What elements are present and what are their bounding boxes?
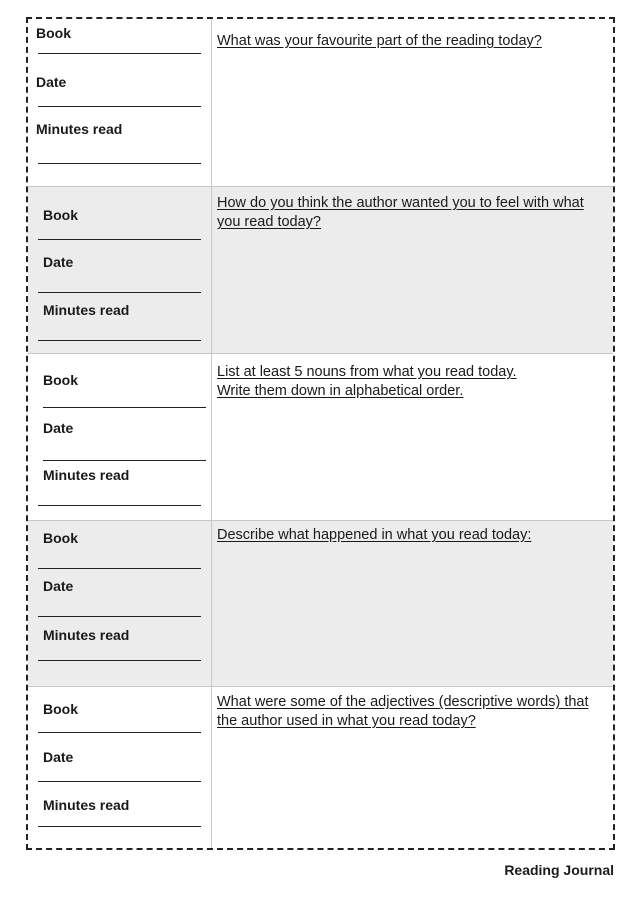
minutes-read-field[interactable]: [38, 660, 201, 661]
date-field[interactable]: [38, 106, 201, 107]
date-label: Date: [36, 74, 67, 90]
book-label: Book: [43, 701, 78, 717]
date-label: Date: [43, 749, 74, 765]
journal-prompt: What was your favourite part of the reading today?: [217, 33, 542, 49]
journal-entry: [28, 687, 613, 848]
response-area[interactable]: [212, 737, 613, 848]
date-label: Date: [43, 254, 74, 270]
minutes-read-label: Minutes read: [43, 627, 130, 643]
book-label: Book: [43, 207, 78, 223]
minutes-read-label: Minutes read: [43, 467, 130, 483]
minutes-read-field[interactable]: [38, 340, 201, 341]
minutes-read-label: Minutes read: [43, 302, 130, 318]
response-area[interactable]: [212, 553, 613, 686]
journal-entry: [28, 19, 613, 187]
journal-prompt: Describe what happened in what you read today:: [217, 527, 532, 543]
journal-prompt: What were some of the adjectives (descriptive words) that the author used in what you read today?: [217, 694, 589, 729]
book-label: Book: [43, 372, 78, 388]
minutes-read-field[interactable]: [38, 505, 201, 506]
response-area[interactable]: [212, 237, 613, 353]
date-field[interactable]: [38, 292, 201, 293]
book-field[interactable]: [38, 239, 201, 240]
journal-title: Reading Journal: [504, 862, 614, 878]
journal-entry: [28, 187, 613, 354]
book-field[interactable]: [38, 568, 201, 569]
book-label: Book: [36, 25, 71, 41]
minutes-read-label: Minutes read: [43, 797, 130, 813]
book-field[interactable]: [38, 732, 201, 733]
date-label: Date: [43, 578, 74, 594]
journal-entry: [28, 354, 613, 521]
date-field[interactable]: [38, 781, 201, 782]
journal-entry: [28, 521, 613, 687]
response-area[interactable]: [212, 406, 613, 520]
minutes-read-field[interactable]: [38, 826, 201, 827]
date-field[interactable]: [38, 616, 201, 617]
minutes-read-label: Minutes read: [36, 121, 123, 137]
book-label: Book: [43, 530, 78, 546]
response-area[interactable]: [212, 59, 613, 186]
book-field[interactable]: [38, 53, 201, 54]
journal-prompt: List at least 5 nouns from what you read today. Write them down in alphabetical order.: [217, 364, 517, 399]
minutes-read-field[interactable]: [38, 163, 201, 164]
journal-prompt: How do you think the author wanted you to feel with what you read today?: [217, 195, 584, 230]
book-field[interactable]: [43, 407, 206, 408]
date-field[interactable]: [43, 460, 206, 461]
date-label: Date: [43, 420, 74, 436]
reading-journal-page: [26, 17, 615, 850]
